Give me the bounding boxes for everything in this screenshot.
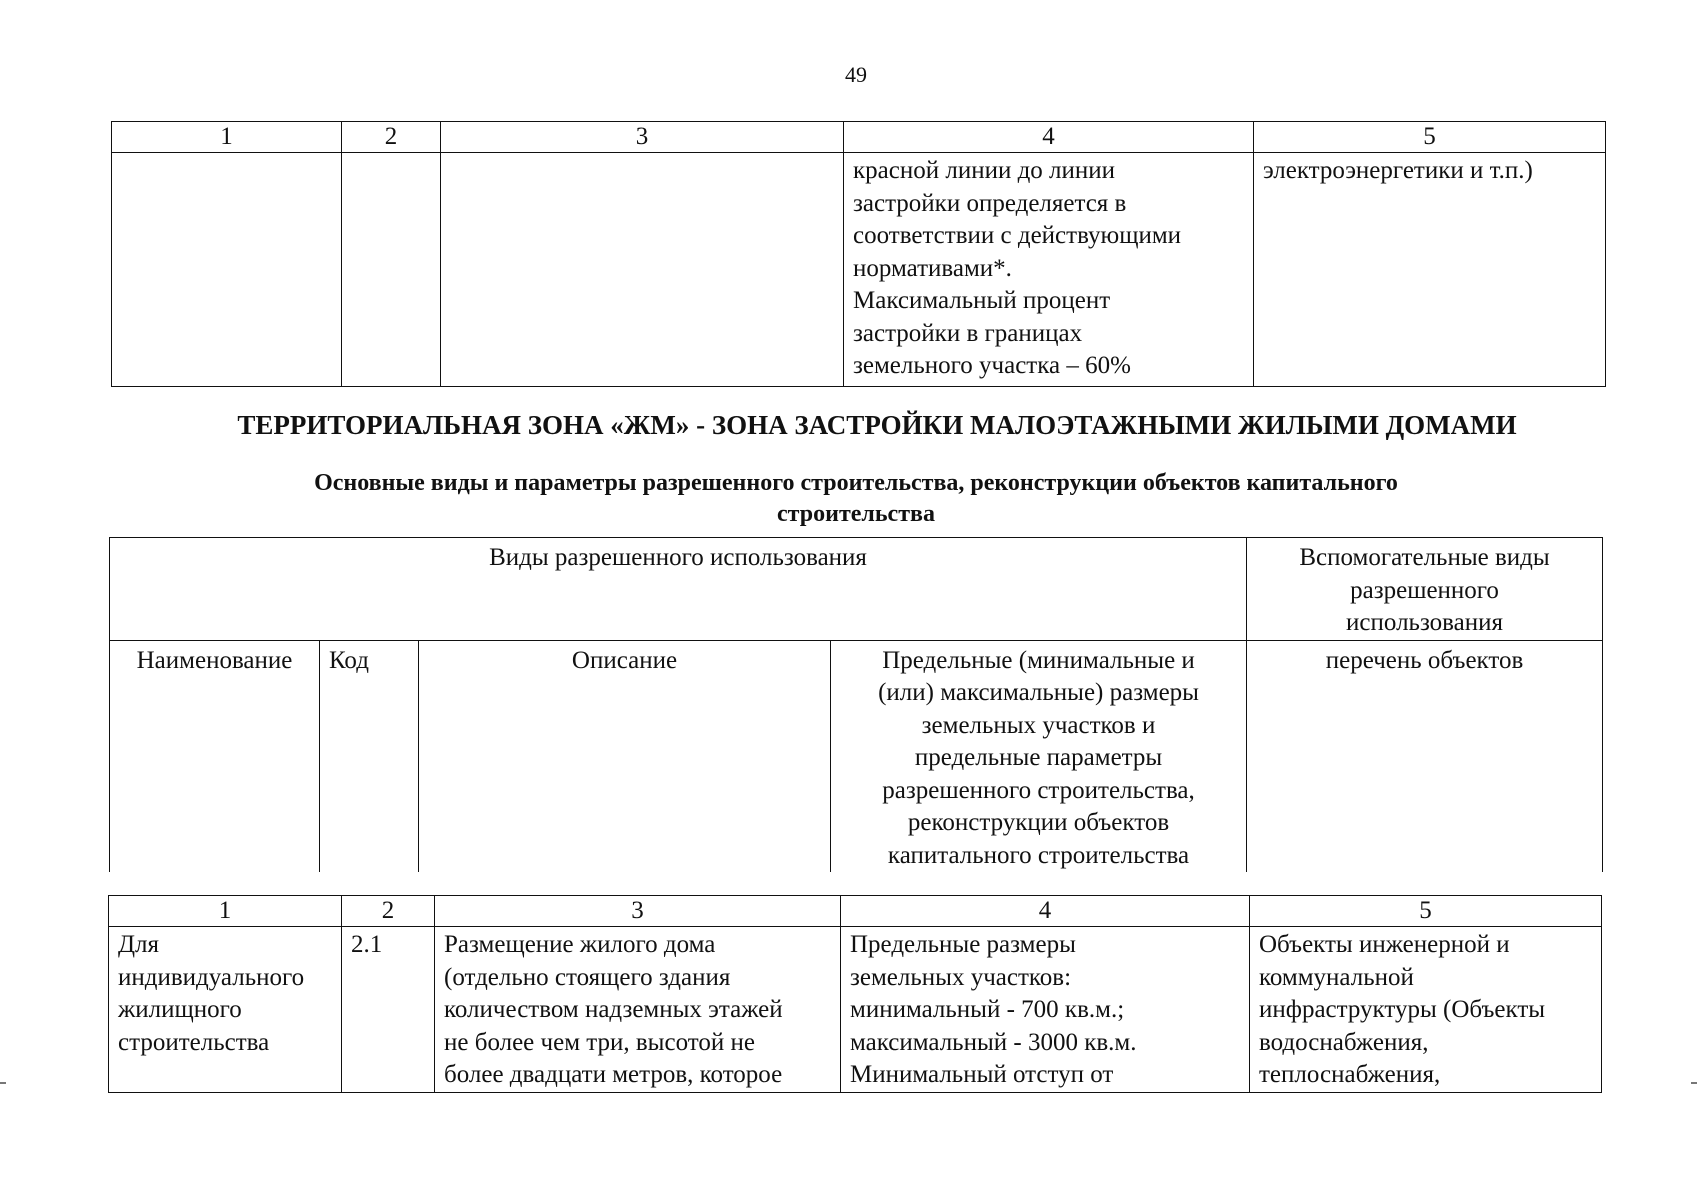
- text-line: максимальный - 3000 кв.м.: [850, 1028, 1137, 1056]
- text-line: водоснабжения,: [1259, 1028, 1429, 1056]
- text-line: застройки в границах: [853, 319, 1083, 347]
- text-line: Вспомогательные виды: [1299, 544, 1550, 571]
- use-name-cell: [109, 927, 342, 1093]
- column-number-row: [112, 122, 1606, 153]
- text-line: нормативами*.: [853, 254, 1012, 282]
- use-aux-cell: [1250, 927, 1602, 1093]
- scan-edge-mark: [1691, 1082, 1697, 1084]
- text-line: коммунальной: [1259, 963, 1414, 991]
- text-line: земельных участков:: [850, 963, 1072, 991]
- text-line: Размещение жилого дома: [444, 931, 716, 958]
- group-header-row: [110, 538, 1603, 641]
- text-line: инфраструктуры (Объекты: [1259, 996, 1546, 1023]
- text-line: разрешенного: [1350, 576, 1499, 604]
- column-header-row: [110, 640, 1603, 872]
- table-row: [109, 927, 1602, 1093]
- text-line: капитального строительства: [887, 841, 1190, 869]
- text-line: теплоснабжения,: [1259, 1061, 1441, 1088]
- column-number-row: [109, 896, 1602, 927]
- text-line: красной линии до линии: [853, 157, 1116, 184]
- col-code-header: Код: [320, 640, 419, 872]
- text-line: минимальный - 700 кв.м.;: [850, 996, 1125, 1023]
- text-line: более двадцати метров, которое: [444, 1061, 783, 1088]
- section-title: [0, 468, 1697, 530]
- column-number: 4: [841, 896, 1250, 927]
- column-number: 2: [342, 896, 435, 927]
- text-line: не более чем три, высотой не: [444, 1028, 755, 1056]
- column-number: 2: [342, 122, 441, 153]
- table-cell: [441, 153, 844, 387]
- column-number: 1: [112, 122, 342, 153]
- page-number: 49: [845, 62, 867, 87]
- table-row: [112, 153, 1606, 387]
- text-line: Предельные (минимальные и: [882, 646, 1195, 674]
- use-limits-cell: [841, 927, 1250, 1093]
- column-number: 3: [435, 896, 841, 927]
- text-line: предельные параметры: [914, 744, 1163, 771]
- text-line: Для: [118, 931, 160, 958]
- permitted-use-header-table: [109, 537, 1603, 872]
- text-line: реконструкции объектов: [907, 809, 1170, 836]
- text-line: использования: [1346, 609, 1504, 636]
- column-number: 5: [1250, 896, 1602, 927]
- column-number: 1: [109, 896, 342, 927]
- aux-use-label: [1247, 538, 1603, 641]
- text-line: земельного участка – 60%: [853, 352, 1131, 379]
- permitted-use-group-label: Виды разрешенного использования: [110, 538, 1247, 641]
- scan-edge-mark: [0, 1082, 6, 1084]
- permitted-use-data-table: [108, 895, 1602, 1093]
- text-line: разрешенного строительства,: [882, 776, 1195, 804]
- section-title-line: Основные виды и параметры разрешенного строительства, реконструкции объектов капитального: [314, 470, 1398, 496]
- text-line: земельных участков и: [921, 711, 1156, 739]
- text-line: строительства: [118, 1028, 270, 1056]
- text-line: жилищного: [118, 996, 242, 1023]
- col-aux-header: перечень объектов: [1247, 640, 1603, 872]
- text-line: (отдельно стоящего здания: [444, 963, 731, 991]
- use-description-cell: [435, 927, 841, 1093]
- section-title-line: строительства: [777, 501, 935, 527]
- col-limits-header: [831, 640, 1247, 872]
- use-code-cell: 2.1: [342, 927, 435, 1093]
- text-line: индивидуального: [118, 963, 305, 991]
- text-line: количеством надземных этажей: [444, 996, 783, 1023]
- zone-title: ТЕРРИТОРИАЛЬНАЯ ЗОНА «ЖМ» - ЗОНА ЗАСТРОЙКИ МАЛОЭТАЖНЫМИ ЖИЛЫМИ ДОМАМИ: [237, 410, 1517, 440]
- text-line: застройки определяется в: [853, 189, 1127, 217]
- table-cell: [342, 153, 441, 387]
- column-number: 4: [844, 122, 1254, 153]
- limits-cell: [844, 153, 1254, 387]
- table-cell: [112, 153, 342, 387]
- text-line: Объекты инженерной и: [1259, 931, 1510, 958]
- col-description-header: Описание: [419, 640, 831, 872]
- aux-cell: [1254, 153, 1606, 387]
- text-line: Максимальный процент: [853, 287, 1111, 314]
- column-number: 3: [441, 122, 844, 153]
- text-line: Минимальный отступ от: [850, 1061, 1114, 1088]
- column-number: 5: [1254, 122, 1606, 153]
- text-line: соответствии с действующими: [853, 222, 1182, 249]
- text-line: электроэнергетики и т.п.): [1263, 157, 1533, 184]
- text-line: Предельные размеры: [850, 931, 1076, 958]
- continuation-table: [111, 121, 1606, 387]
- text-line: (или) максимальные) размеры: [878, 679, 1199, 706]
- col-name-header: Наименование: [110, 640, 320, 872]
